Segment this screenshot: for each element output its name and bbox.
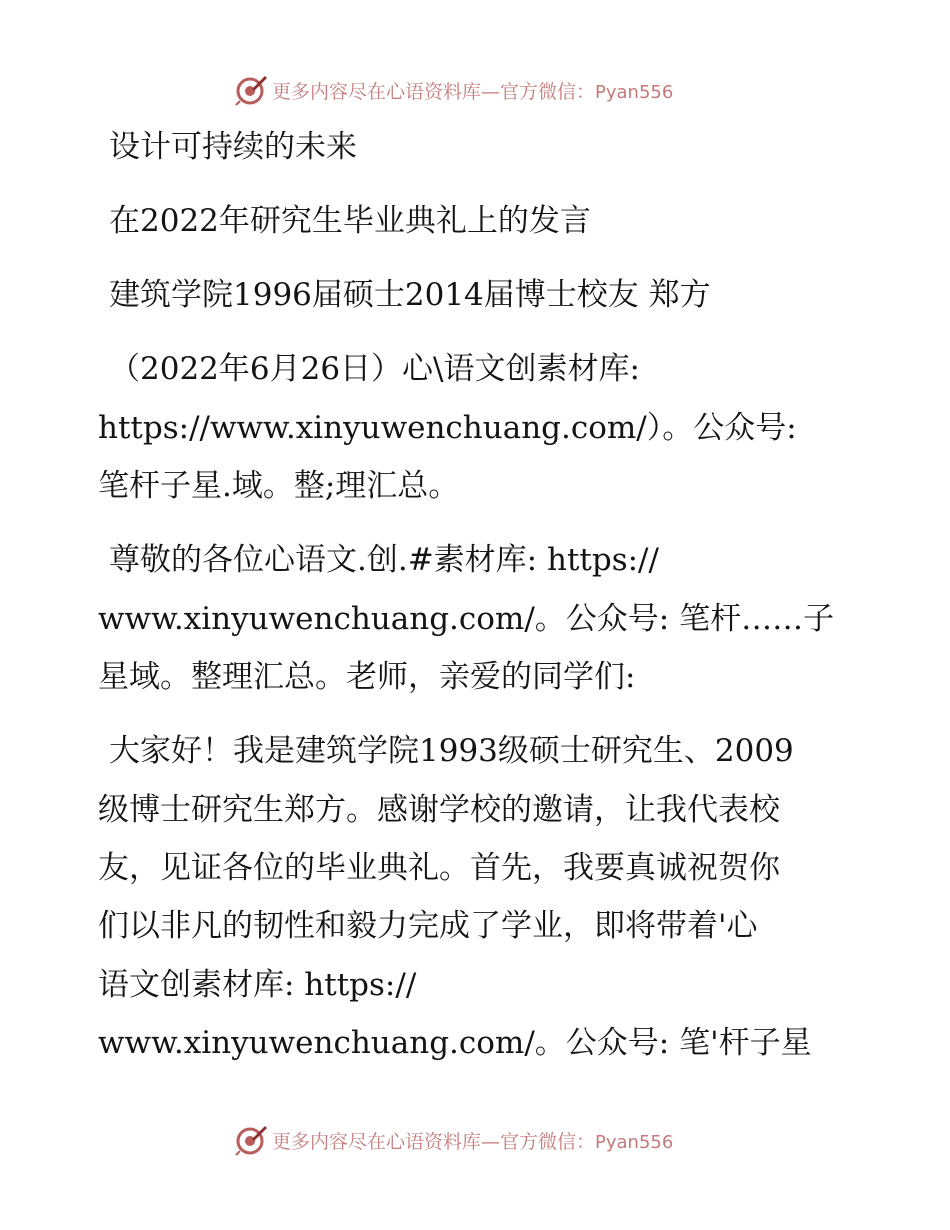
watermark-banner-bottom <box>234 1123 673 1157</box>
body-line: 尊敬的各位心语文.创.#素材库: https:// <box>109 542 659 578</box>
body-line: 笔杆子星.域。整;理汇总。 <box>98 468 460 504</box>
watermark-banner-top <box>234 73 673 107</box>
quill-seal-icon <box>234 1123 268 1157</box>
watermark-text <box>272 1127 673 1154</box>
quill-seal-icon <box>234 73 268 107</box>
document-title: 设计可持续的未来 <box>109 129 357 165</box>
body-line: www.xinyuwenchuang.com/。公众号: 笔'杆子星 <box>98 1025 812 1061</box>
document-author: 建筑学院1996届硕士2014届博士校友 郑方 <box>109 277 711 313</box>
document-subtitle: 在2022年研究生毕业典礼上的发言 <box>109 203 591 239</box>
body-line: 友，见证各位的毕业典礼。首先，我要真诚祝贺你 <box>98 850 780 886</box>
watermark-cn: 更多内容尽在心语资料库—官方微信： <box>272 80 596 103</box>
body-line: 语文创素材库: https:// <box>98 967 417 1003</box>
watermark-wechat-id: Pyan556 <box>595 1131 674 1153</box>
watermark-text <box>272 77 673 104</box>
body-line: 们以非凡的韧性和毅力完成了学业，即将带着'心 <box>98 908 758 944</box>
body-line: www.xinyuwenchuang.com/。公众号: 笔杆……子 <box>98 601 835 637</box>
watermark-cn: 更多内容尽在心语资料库—官方微信： <box>272 1130 596 1153</box>
body-line: 星域。整理汇总。老师，亲爱的同学们: <box>98 659 636 695</box>
body-line: （2022年6月26日）心\语文创素材库: <box>109 351 640 387</box>
watermark-wechat-id: Pyan556 <box>595 81 674 103</box>
body-line: https://www.xinyuwenchuang.com/）。公众号: <box>98 410 797 446</box>
body-line: 级博士研究生郑方。感谢学校的邀请，让我代表校 <box>98 792 780 828</box>
body-line: 大家好！我是建筑学院1993级硕士研究生、2009 <box>109 733 794 769</box>
